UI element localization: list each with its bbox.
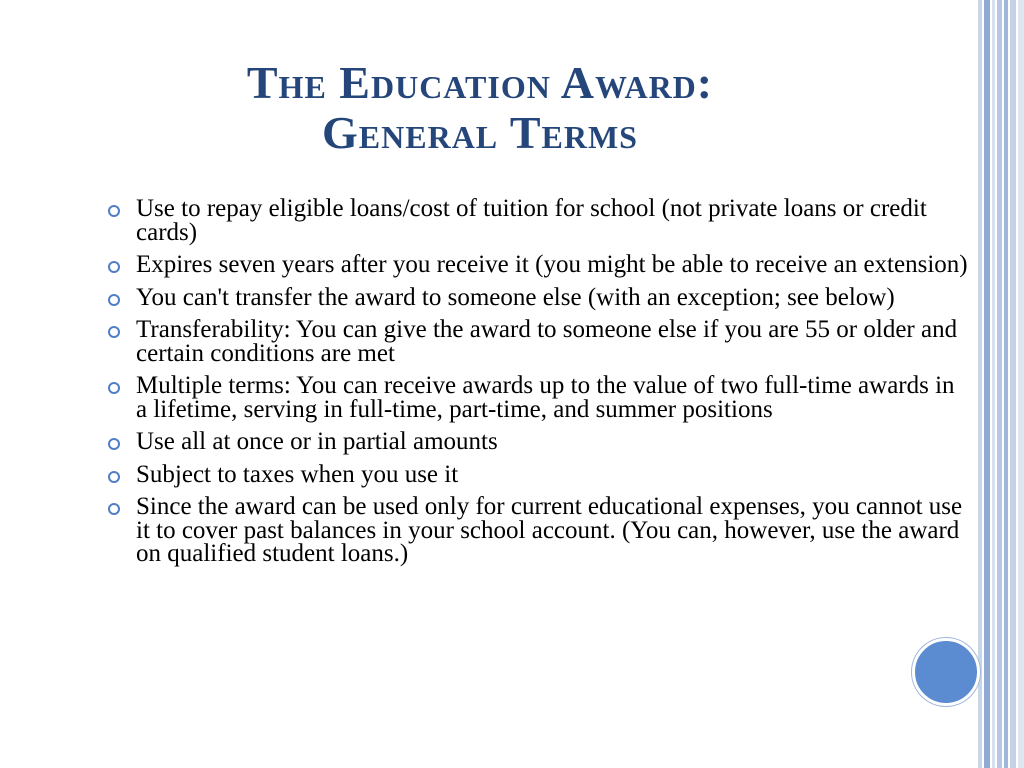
bullet-text: Multiple terms: You can receive awards up to the value of two full-time awards in a lifetime, serving in full-time, part-time, and summer positions (136, 372, 955, 423)
bullet-item (104, 318, 970, 365)
slide-title (100, 58, 860, 158)
decorative-stripe (997, 0, 1002, 768)
bullet-item (104, 253, 970, 277)
bullet-icon (108, 294, 120, 306)
bullet-text: Subject to taxes when you use it (136, 460, 459, 488)
decorative-stripe (992, 0, 995, 768)
bullet-text: Since the award can be used only for current educational expenses, you cannot use it to cover past balances in your school account. (You can, however, use the award on qualified student loans.) (136, 493, 963, 567)
bullet-icon (108, 438, 120, 450)
bullet-text: You can't transfer the award to someone else (with an exception; see below) (136, 283, 895, 311)
bullet-item (104, 430, 970, 454)
bullet-text: Expires seven years after you receive it (you might be able to receive an extension) (136, 251, 968, 278)
bullet-icon (108, 382, 120, 394)
decorative-stripe (984, 0, 990, 768)
decorative-stripe (978, 0, 982, 768)
bullet-item (104, 283, 970, 311)
bullet-item (104, 197, 970, 244)
bullet-item (104, 460, 970, 488)
decorative-circle (912, 638, 980, 706)
bullet-text: Transferability: You can give the award to someone else if you are 55 or older and certain conditions are met (136, 316, 958, 367)
slide-title-line-1: The Education Award: (246, 57, 714, 108)
bullet-item (104, 495, 970, 566)
decorative-stripe (1010, 0, 1016, 768)
bullet-icon (108, 261, 120, 273)
decorative-stripe (1004, 0, 1008, 768)
bullet-list (104, 197, 970, 575)
bullet-icon (108, 205, 120, 217)
bullet-icon (108, 471, 120, 483)
bullet-text: Use all at once or in partial amounts (136, 428, 498, 455)
bullet-text: Use to repay eligible loans/cost of tuition for school (not private loans or credit cards) (136, 195, 927, 246)
bullet-icon (108, 503, 120, 515)
slide-title-line-2: General Terms (322, 107, 638, 158)
decorative-stripe (1018, 0, 1024, 768)
bullet-icon (108, 326, 120, 338)
bullet-item (104, 374, 970, 421)
